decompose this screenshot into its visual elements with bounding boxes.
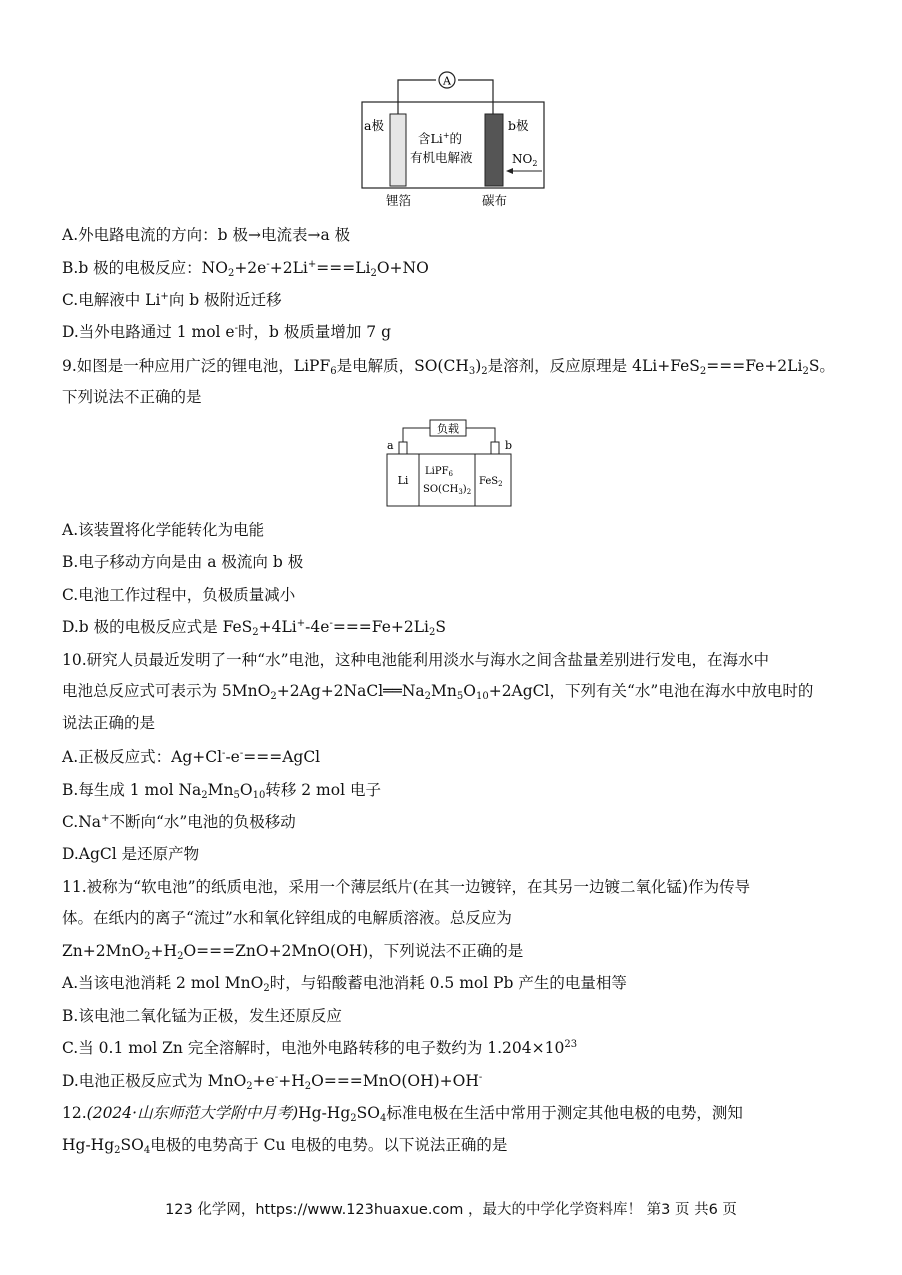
- electrode-a-label: a极: [364, 118, 384, 133]
- ammeter-label: A: [443, 74, 451, 88]
- q10-stem-1: 10.研究人员最近发明了一种“水”电池，这种电池能利用淡水与海水之间含盐量差别进行发电，在海水中: [62, 651, 770, 669]
- q9-stem-2: 下列说法不正确的是: [62, 388, 202, 406]
- carbon-cloth-label: 碳布: [482, 193, 508, 208]
- solvent-label: $SO(CH_3)_2$: [423, 484, 472, 496]
- q11-option-c: C.当 0.1 mol Zn 完全溶解时，电池外电路转移的电子数约为 $1.204\times 10^{23}$: [62, 1039, 578, 1057]
- lithium-no2-cell-diagram: [358, 68, 548, 210]
- electrode-b-label: b极: [508, 118, 529, 133]
- fes2-label: FeS$_2$: [479, 476, 503, 488]
- electrolyte-label: LiPF$_6$: [425, 466, 453, 478]
- terminal-a-label: a: [387, 439, 394, 452]
- q10-option-a: A.正极反应式：Ag+Cl--e-===AgCl: [62, 748, 321, 766]
- q9-option-b: B.电子移动方向是由 a 极流向 b 极: [62, 553, 304, 571]
- q10-option-c: C.Na+不断向“水”电池的负极移动: [62, 813, 296, 831]
- lithium-foil-electrode: [390, 114, 406, 186]
- lithium-fes2-cell-diagram: [383, 418, 518, 510]
- q9-option-a: A.该装置将化学能转化为电能: [62, 521, 265, 539]
- right-terminal: [491, 442, 499, 454]
- q11-option-d: D.电池正极反应式为 $MnO_2+e^-+H_2O===MnO(OH)+OH^-$: [62, 1072, 483, 1092]
- q10-stem-3: 说法正确的是: [62, 714, 156, 732]
- left-terminal: [399, 442, 407, 454]
- q10-option-b: B.每生成 1 mol $Na_2Mn_5O_{10}$转移 2 mol 电子: [62, 781, 381, 801]
- q12-stem-2: $Hg-Hg_2SO_4$电极的电势高于 Cu 电极的电势。以下说法正确的是: [62, 1136, 508, 1156]
- q11-option-a: A.当该电池消耗 2 mol MnO$_2$时，与铅酸蓄电池消耗 0.5 mol Pb 产生的电量相等: [62, 974, 627, 994]
- q8-option-a: A.外电路电流的方向：b 极→电流表→a 极: [62, 226, 351, 244]
- q11-stem-3: $Zn+2MnO_2+H_2O===ZnO+2MnO(OH)$，下列说法不正确的是: [62, 942, 524, 962]
- carbon-cloth-electrode: [485, 114, 503, 186]
- q11-option-b: B.该电池二氧化锰为正极，发生还原反应: [62, 1007, 342, 1025]
- q8-option-b: B.b 极的电极反应：$NO_2+2e^-+2Li^+===Li_2O+NO$: [62, 259, 429, 279]
- q9-option-c: C.电池工作过程中，负极质量减小: [62, 586, 296, 604]
- q10-stem-2: 电池总反应式可表示为 $5MnO_2+2Ag+2NaCl══Na_2Mn_5O_{10}+2AgCl$，下列有关“水”电池在海水中放电时的: [62, 682, 814, 702]
- q8-option-c: C.电解液中 Li+向 b 极附近迁移: [62, 291, 282, 309]
- q10-option-d: D.AgCl 是还原产物: [62, 845, 200, 863]
- q11-stem-1: 11.被称为“软电池”的纸质电池，采用一个薄层纸片(在其一边镀锌，在其另一边镀二氧化锰)作为传导: [62, 878, 751, 896]
- li-label: Li: [397, 474, 409, 487]
- q9-option-d: D.b 极的电极反应式是 $FeS_2+4Li^+-4e^-===Fe+2Li_2S$: [62, 618, 446, 638]
- q11-stem-2: 体。在纸内的离子“流过”水和氧化锌组成的电解质溶液。总反应为: [62, 909, 512, 927]
- q12-stem-1: 12.(2024·山东师范大学附中月考)$Hg-Hg_2SO_4$标准电极在生活中常用于测定其他电极的电势，测知: [62, 1104, 743, 1124]
- q8-option-d: D.当外电路通过 1 mol e-时，b 极质量增加 7 g: [62, 323, 391, 341]
- electrolyte-label-2: 有机电解液: [410, 150, 473, 165]
- lithium-foil-label: 锂箔: [386, 193, 412, 208]
- gas-label: $NO_2$: [512, 152, 538, 168]
- electrolyte-label-1: 含Li+的: [418, 131, 463, 146]
- load-label: 负载: [437, 422, 459, 436]
- page-footer: 123 化学网，https://www.123huaxue.com ，最大的中学化学资料库！ 第3 页 共6 页: [165, 1202, 737, 1218]
- q9-stem-1: 9.如图是一种应用广泛的锂电池，LiPF$_6$是电解质，$SO(CH_3)_2$是溶剂，反应原理是 $4Li+FeS_2===Fe+2Li_2S$。: [62, 357, 835, 377]
- terminal-b-label: b: [505, 439, 513, 452]
